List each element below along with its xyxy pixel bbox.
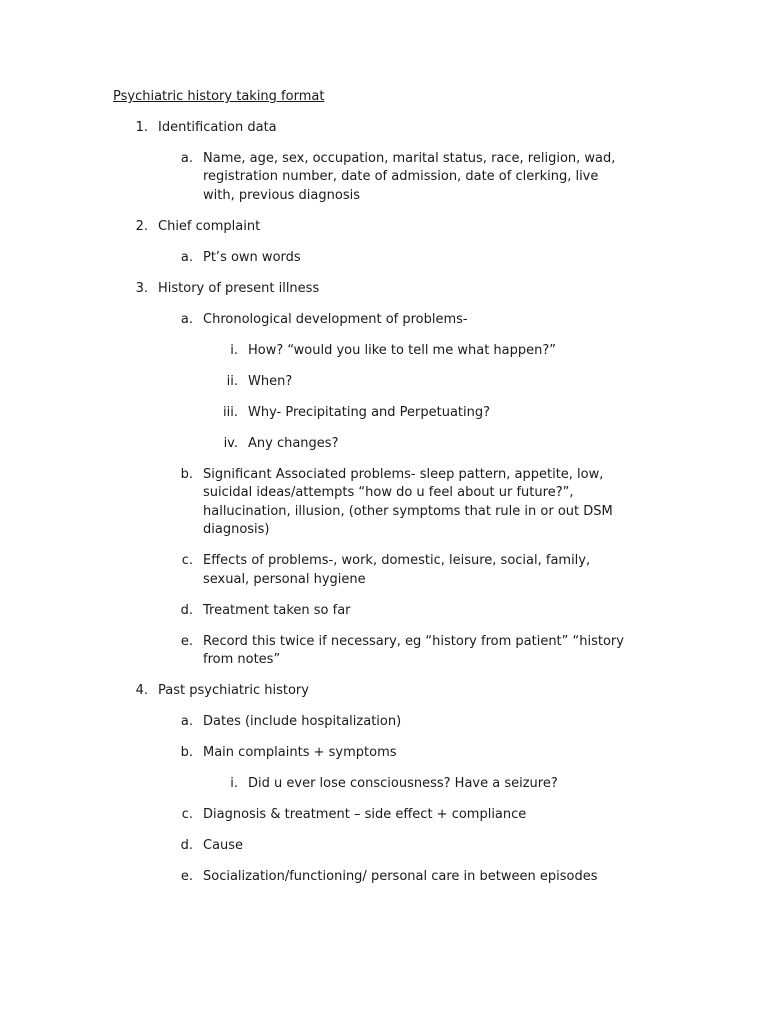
subitem-marker: iii. xyxy=(223,405,238,420)
item-marker: c. xyxy=(181,807,193,822)
section-number: 2. xyxy=(135,219,148,234)
item-text-line: Chronological development of problems- xyxy=(203,312,468,327)
item-text-line: Diagnosis & treatment – side effect + compliance xyxy=(203,807,527,822)
subitem-text: How? “would you like to tell me what happen?” xyxy=(248,343,557,358)
item-text-line: Name, age, sex, occupation, marital status, race, religion, wad, xyxy=(203,151,616,166)
subitem-text: Did u ever lose consciousness? Have a seizure? xyxy=(248,776,558,791)
document-title: Psychiatric history taking format xyxy=(113,89,325,104)
item-marker: b. xyxy=(180,745,193,760)
item-marker: e. xyxy=(180,634,193,649)
item-text-line: Significant Associated problems- sleep pattern, appetite, low, xyxy=(203,467,604,482)
section-number: 1. xyxy=(135,120,148,135)
item-text-line: Socialization/functioning/ personal care in between episodes xyxy=(203,869,598,884)
item-text-line: Cause xyxy=(203,838,244,853)
item-marker: e. xyxy=(180,869,193,884)
item-text-line: Dates (include hospitalization) xyxy=(203,714,402,729)
subitem-marker: i. xyxy=(230,343,238,358)
item-text-line: Main complaints + symptoms xyxy=(203,745,397,760)
item-text-line: sexual, personal hygiene xyxy=(203,572,366,587)
subitem-text: When? xyxy=(248,374,293,389)
subitem-marker: ii. xyxy=(226,374,238,389)
item-marker: a. xyxy=(180,151,193,166)
subitem-marker: i. xyxy=(230,776,238,791)
item-marker: d. xyxy=(180,603,193,618)
section-heading: Identification data xyxy=(158,120,277,135)
item-text-line: from notes” xyxy=(203,652,281,667)
section-heading: Chief complaint xyxy=(158,219,261,234)
item-text-line: Record this twice if necessary, eg “history from patient” “history xyxy=(203,634,624,649)
item-marker: a. xyxy=(180,714,193,729)
item-marker: b. xyxy=(180,467,193,482)
subitem-text: Any changes? xyxy=(248,436,339,451)
subitem-text: Why- Precipitating and Perpetuating? xyxy=(248,405,491,420)
section-number: 3. xyxy=(135,281,148,296)
item-text-line: Treatment taken so far xyxy=(203,603,351,618)
item-text-line: diagnosis) xyxy=(203,522,270,537)
item-text-line: suicidal ideas/attempts “how do u feel about ur future?”, xyxy=(203,485,574,500)
section-heading: Past psychiatric history xyxy=(158,683,309,698)
item-marker: a. xyxy=(180,250,193,265)
item-marker: a. xyxy=(180,312,193,327)
section-number: 4. xyxy=(135,683,148,698)
section-heading: History of present illness xyxy=(158,281,320,296)
item-text-line: with, previous diagnosis xyxy=(203,188,360,203)
subitem-marker: iv. xyxy=(223,436,238,451)
item-text-line: registration number, date of admission, date of clerking, live xyxy=(203,169,599,184)
item-marker: c. xyxy=(181,553,193,568)
item-text-line: hallucination, illusion, (other symptoms that rule in or out DSM xyxy=(203,504,613,519)
item-marker: d. xyxy=(180,838,193,853)
item-text-line: Pt’s own words xyxy=(203,250,301,265)
item-text-line: Effects of problems-, work, domestic, leisure, social, family, xyxy=(203,553,591,568)
